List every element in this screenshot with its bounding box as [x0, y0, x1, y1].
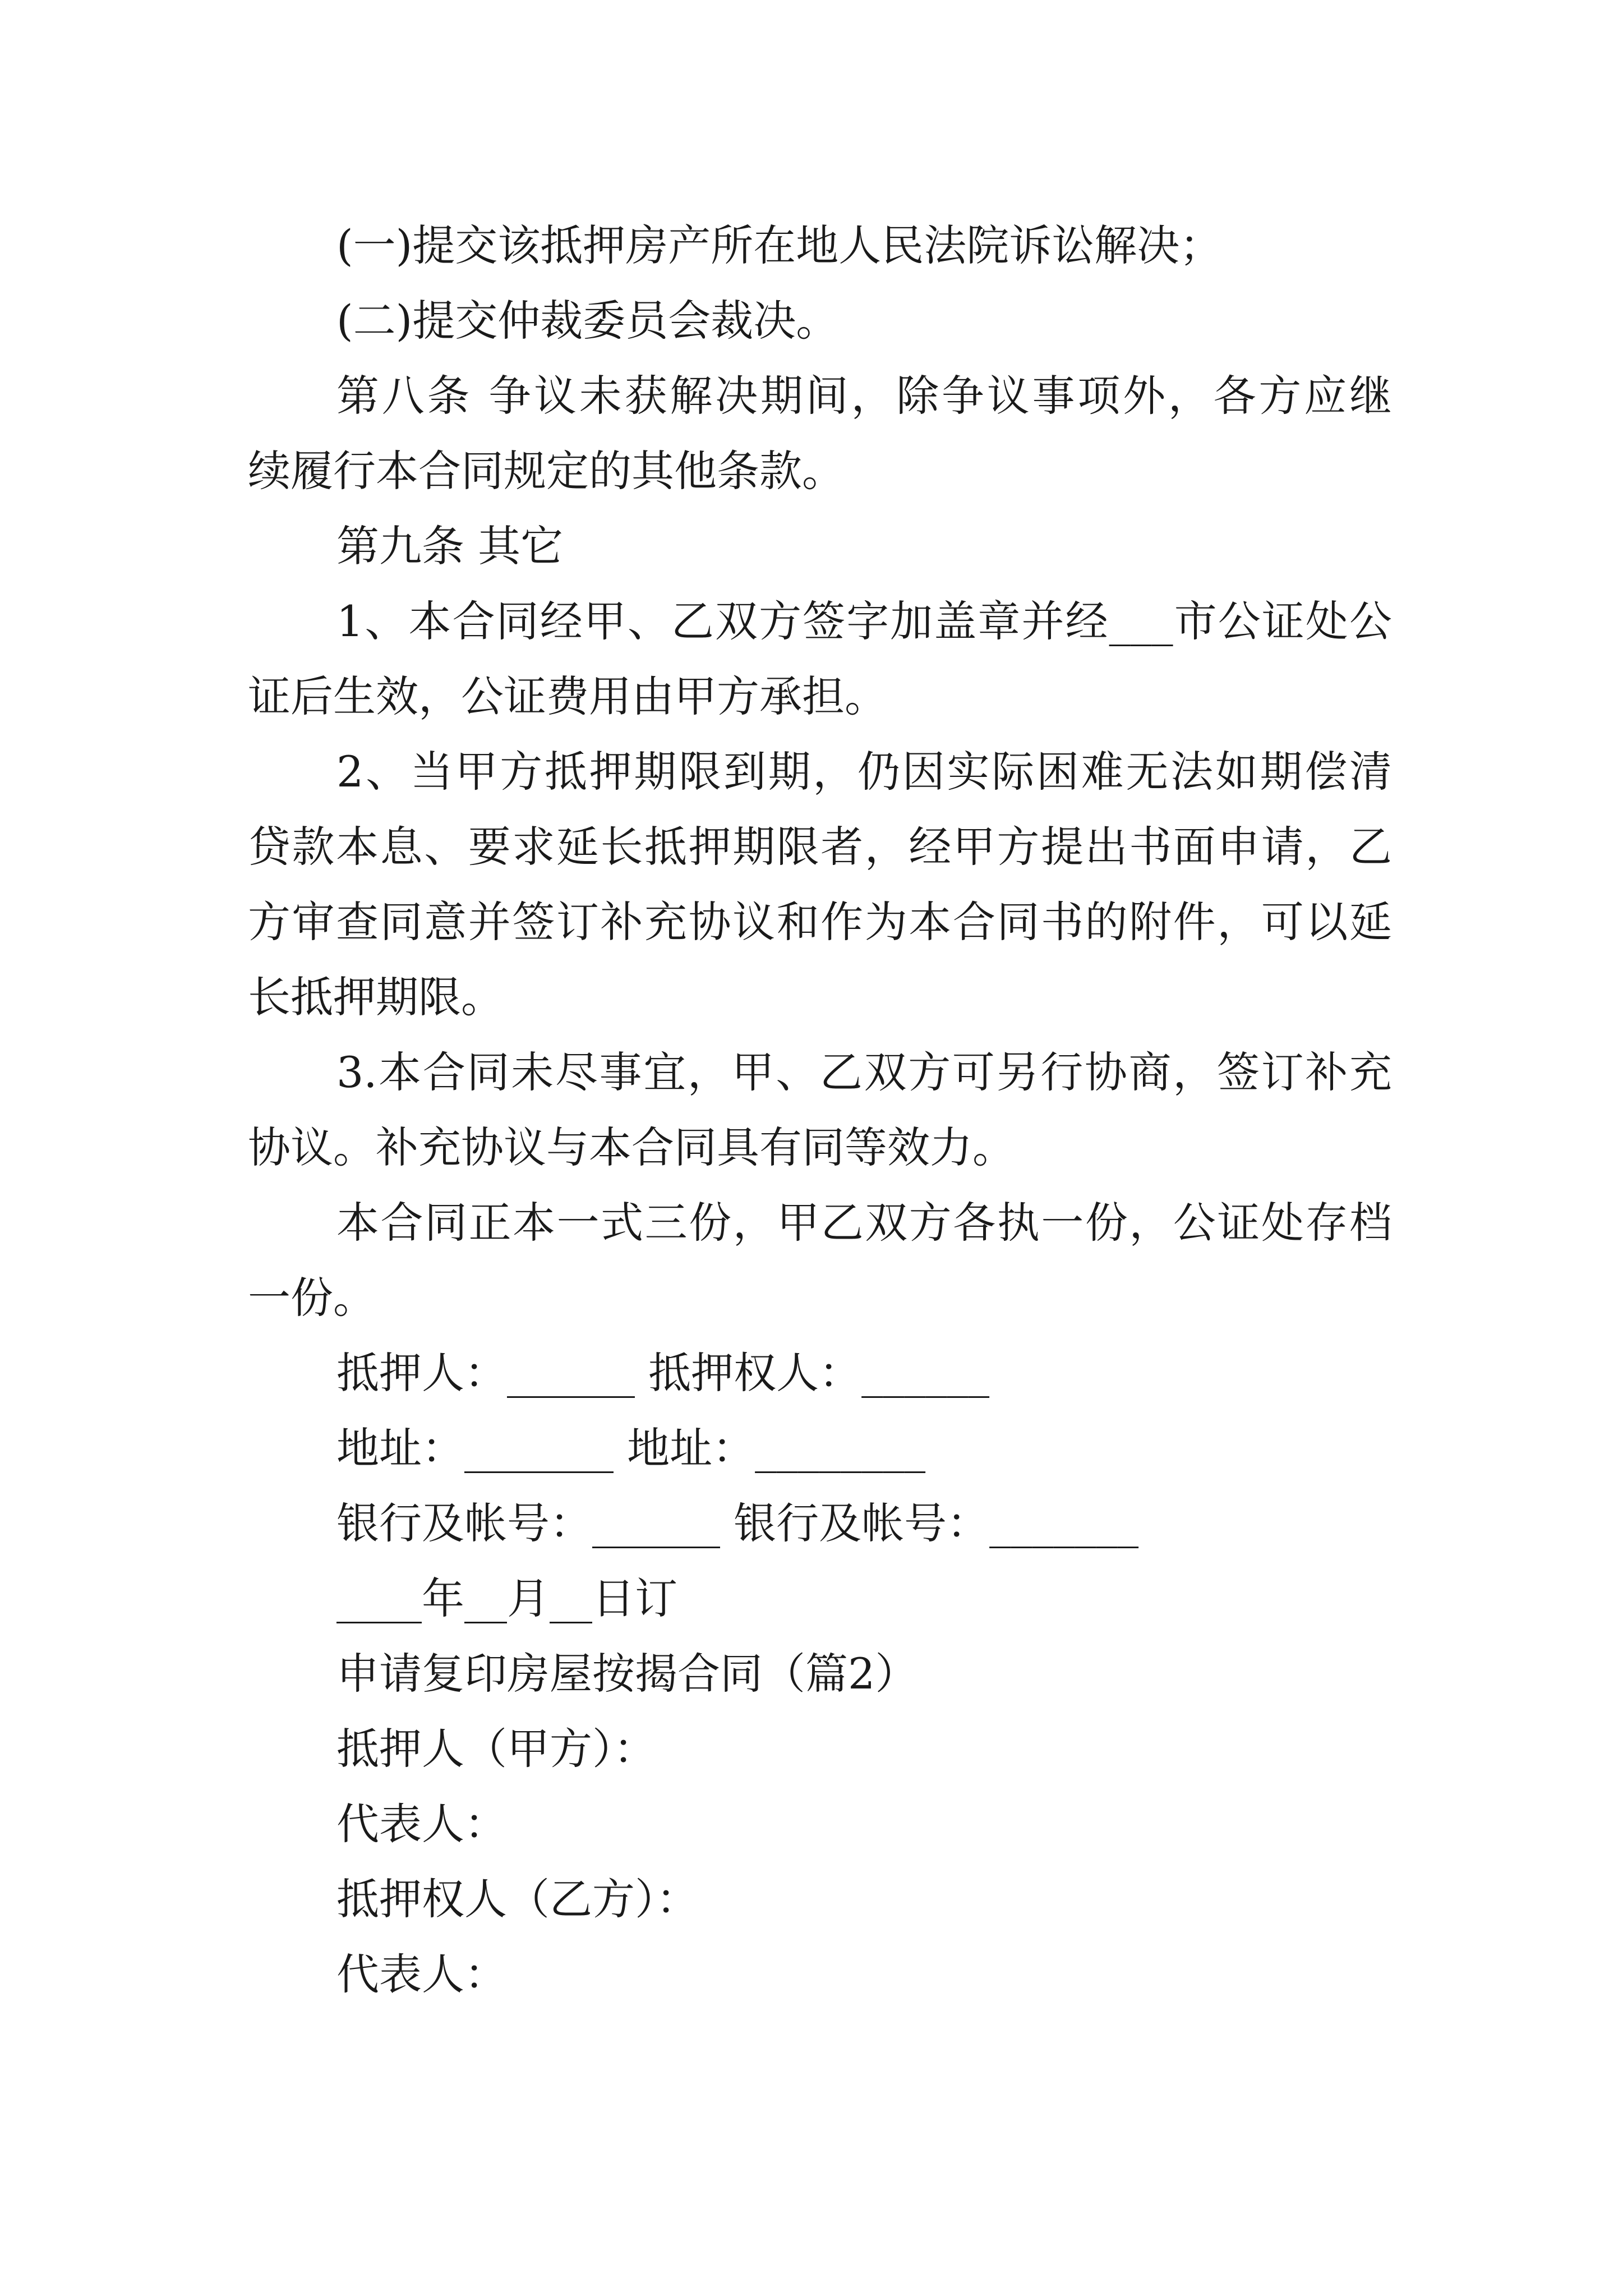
signatory-bank-row: 银行及帐号：______ 银行及帐号：_______ — [336, 1498, 1139, 1548]
mortgagor-representative-label: 代表人： — [336, 1799, 507, 1849]
article-8-line-2: 续履行本合同规定的其他条款。 — [248, 446, 845, 496]
article-8-line-1: 第八条 争议未获解决期间，除争议事项外，各方应继 — [336, 371, 1392, 421]
clause-1-line-1: 1、本合同经甲、乙双方签字加盖章并经___市公证处公 — [336, 596, 1392, 646]
clause-2-line-3: 方审查同意并签订补充协议和作为本合同书的附件，可以延 — [248, 897, 1392, 947]
copies-line-2: 一份。 — [248, 1273, 376, 1323]
dispute-option-1: (一)提交该抵押房产所在地人民法院诉讼解决； — [336, 220, 1223, 270]
signatory-address-row: 地址：_______ 地址：________ — [336, 1423, 926, 1473]
mortgagee-label: 抵押权人（乙方）： — [336, 1874, 699, 1924]
signatory-names-row: 抵押人：______ 抵押权人：______ — [336, 1348, 990, 1398]
clause-2-line-1: 2、当甲方抵押期限到期，仍因实际困难无法如期偿清 — [336, 747, 1392, 797]
section-title-part-2: 申请复印房屋按揭合同（篇2） — [336, 1649, 918, 1699]
clause-3-line-1: 3.本合同未尽事宜，甲、乙双方可另行协商，签订补充 — [336, 1047, 1392, 1097]
clause-3-line-2: 协议。补充协议与本合同具有同等效力。 — [248, 1122, 1015, 1172]
clause-2-line-2: 贷款本息、要求延长抵押期限者，经甲方提出书面申请，乙 — [248, 822, 1392, 872]
article-9-heading: 第九条 其它 — [336, 521, 564, 571]
dispute-option-2: (二)提交仲裁委员会裁决。 — [336, 296, 839, 346]
signing-date: ____年__月__日订 — [336, 1573, 677, 1623]
copies-line-1: 本合同正本一式三份，甲乙双方各执一份，公证处存档 — [336, 1198, 1392, 1248]
clause-2-line-4: 长抵押期限。 — [248, 972, 504, 1022]
clause-1-line-2: 证后生效，公证费用由甲方承担。 — [248, 671, 887, 721]
mortgagee-representative-label: 代表人： — [336, 1949, 507, 1999]
mortgagor-label: 抵押人（甲方）： — [336, 1724, 656, 1774]
